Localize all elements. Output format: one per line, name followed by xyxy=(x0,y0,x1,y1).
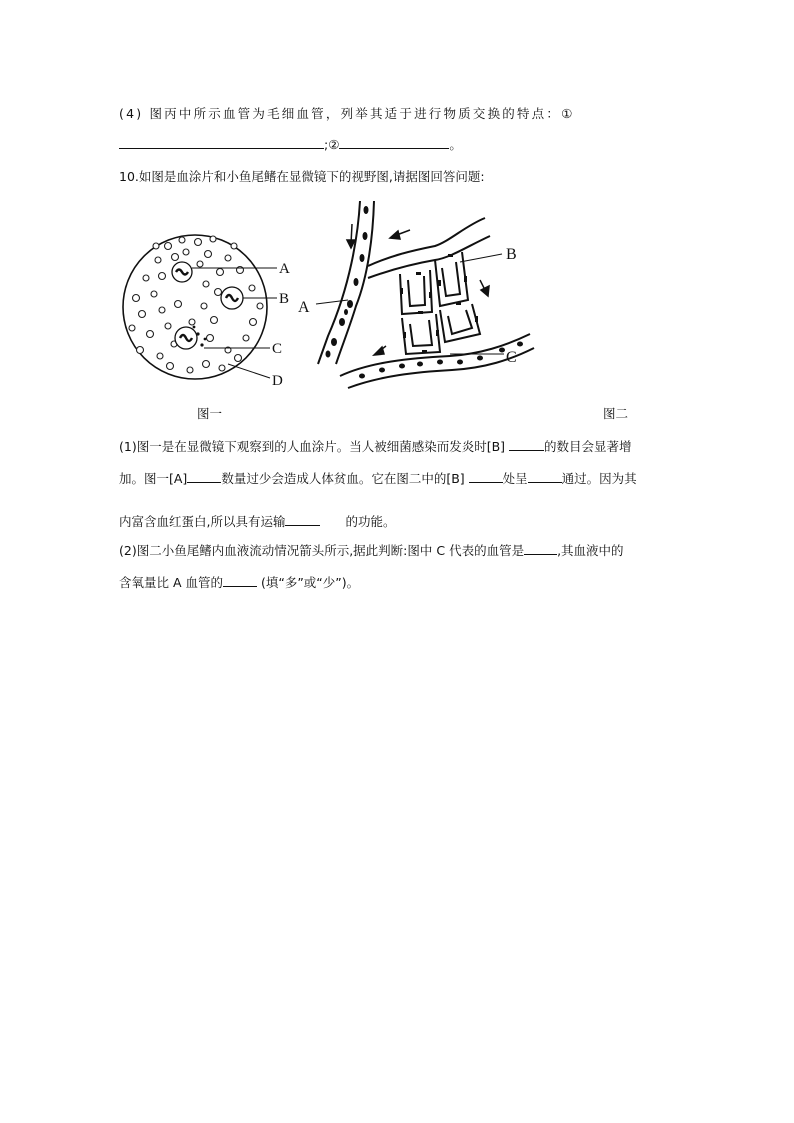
p1-blank-5[interactable] xyxy=(285,513,320,526)
figure-fish-tail xyxy=(290,196,540,396)
p1-text-2a: 加。图一[A] xyxy=(119,471,188,486)
q4-text: (4) 图丙中所示血管为毛细血管，列举其适于进行物质交换的特点：① xyxy=(119,106,575,121)
p1-blank-3[interactable] xyxy=(469,470,503,483)
vessel-branch-top xyxy=(368,218,490,278)
fig2-label-a: A xyxy=(298,299,310,316)
p2-text-2a: 含氧量比 A 血管的 xyxy=(119,575,223,590)
p1-text-3b: 的功能。 xyxy=(345,514,396,529)
p1-text-2c: 处呈 xyxy=(502,471,528,486)
p1-line3 xyxy=(119,512,396,530)
p1-text-2d: 通过。因为其 xyxy=(561,471,637,486)
fig2-label-b: B xyxy=(506,246,517,263)
q4-line2 xyxy=(119,135,462,153)
p2-text-1b: ,其血液中的 xyxy=(557,543,624,558)
fig2-label-c: C xyxy=(506,349,517,366)
q4-separator: ;② xyxy=(324,137,340,152)
p1-text-3a: 内富含血红蛋白,所以具有运输 xyxy=(119,514,286,529)
p2-line2 xyxy=(119,573,359,591)
fig1-label-c: C xyxy=(272,341,283,357)
p1-text-2b: 数量过少会造成人体贫血。它在图二中的[B] xyxy=(221,471,469,486)
vessel-c xyxy=(340,334,534,388)
white-blood-cell-a xyxy=(172,262,192,282)
white-blood-cell-lower xyxy=(175,327,197,349)
smear-field-circle xyxy=(123,235,267,379)
p1-line1 xyxy=(119,437,632,455)
p2-text-1a: (2)图二小鱼尾鳍内血液流动情况箭头所示,据此判断:图中 C 代表的血管是 xyxy=(119,543,525,558)
p1-blank-2[interactable] xyxy=(187,470,221,483)
fig1-caption: 图一 xyxy=(197,406,223,421)
p2-line1 xyxy=(119,541,624,559)
p1-text-1a: (1)图一是在显微镜下观察到的人血涂片。当人被细菌感染而发炎时[B] xyxy=(119,439,510,454)
q4-end: 。 xyxy=(449,137,462,152)
p1-blank-4[interactable] xyxy=(528,470,562,483)
fig2-caption: 图二 xyxy=(603,406,629,421)
q4-line1 xyxy=(119,104,575,122)
q10-title: 10.如图是血涂片和小鱼尾鳍在显微镜下的视野图,请据图回答问题: xyxy=(119,169,485,184)
figure-blood-smear xyxy=(110,210,310,400)
p2-text-2b: (填“多”或“少”)。 xyxy=(257,575,360,590)
fig1-label-b: B xyxy=(279,291,290,307)
flow-arrow-a xyxy=(347,224,355,248)
vessel-a xyxy=(318,201,374,364)
p2-blank-2[interactable] xyxy=(223,574,257,587)
q4-answer-blank-1[interactable] xyxy=(119,136,324,149)
fig1-label-d: D xyxy=(272,373,283,389)
q4-answer-blank-2[interactable] xyxy=(339,136,449,149)
capillary-network xyxy=(400,252,480,354)
p1-blank-1[interactable] xyxy=(509,438,544,451)
white-blood-cell-b xyxy=(221,287,243,309)
p2-blank-1[interactable] xyxy=(524,542,557,555)
p1-line2 xyxy=(119,469,637,487)
fig1-label-a: A xyxy=(279,261,290,277)
p1-text-1b: 的数目会显著增 xyxy=(544,439,632,454)
